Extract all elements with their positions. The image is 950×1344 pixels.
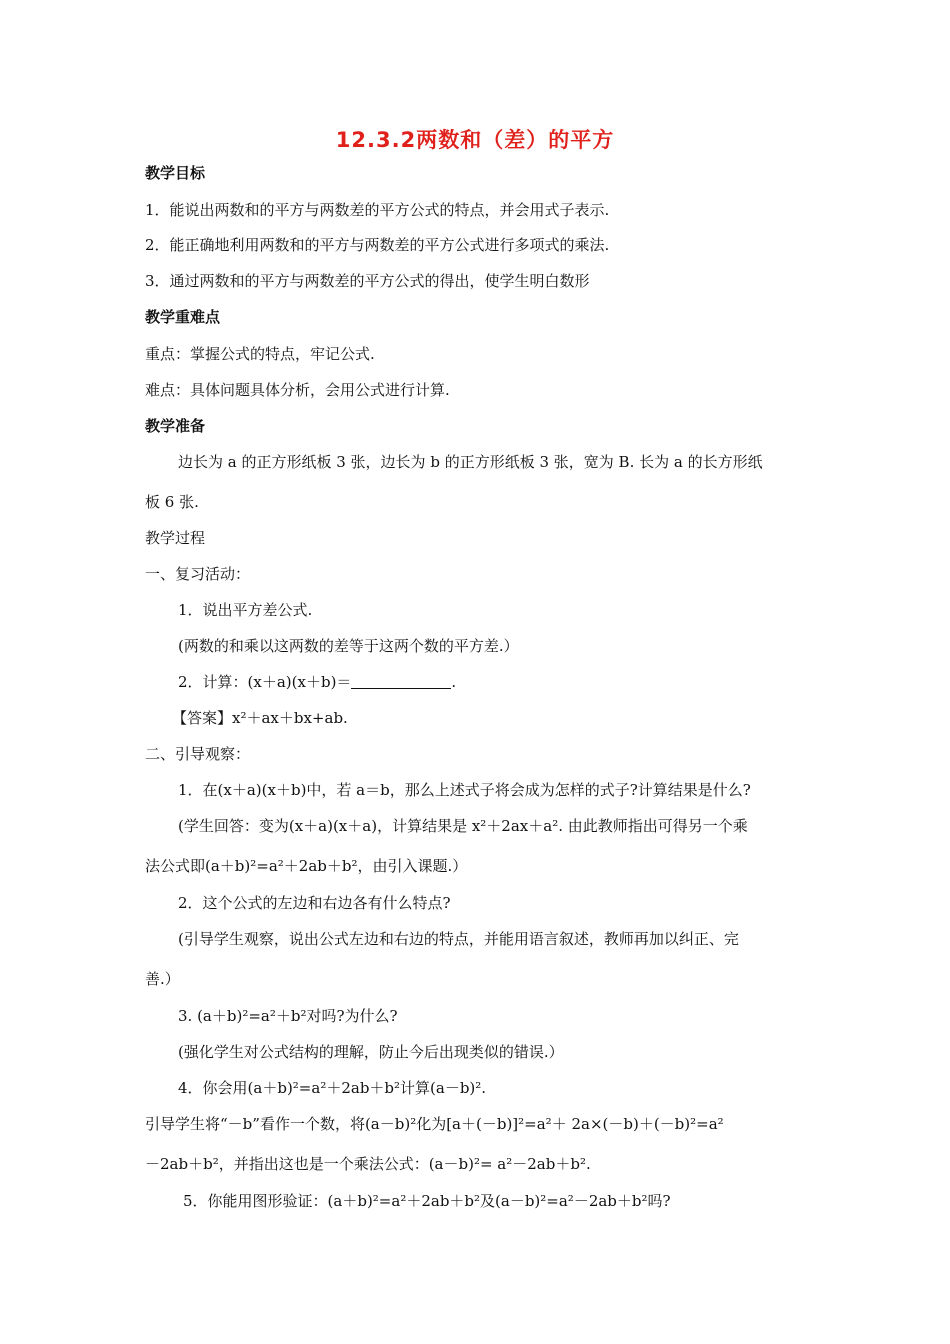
observe-question-1-note-2: 法公式即(a＋b)²=a²＋2ab＋b²，由引入课题.） — [145, 857, 468, 875]
observe-question-3: 3. (a＋b)²=a²＋b²对吗?为什么? — [178, 1007, 398, 1025]
prep-line-1: 边长为 a 的正方形纸板 3 张，边长为 b 的正方形纸板 3 张，宽为 B. 长为 a 的长方形纸 — [178, 453, 763, 471]
goal-item-3: 3．通过两数和的平方与两数差的平方公式的得出，使学生明白数形 — [145, 272, 590, 290]
key-point-difficult: 难点：具体问题具体分析，会用公式进行计算. — [145, 381, 450, 399]
answer-blank — [351, 674, 451, 689]
review-question-2 — [178, 672, 456, 692]
observe-question-4-note-2: －2ab＋b²，并指出这也是一个乘法公式：(a－b)²= a²－2ab＋b². — [145, 1155, 591, 1173]
key-points-heading: 教学重难点 — [145, 308, 221, 326]
observe-question-4: 4．你会用(a＋b)²=a²＋2ab＋b²计算(a－b)². — [178, 1079, 487, 1097]
process-heading: 教学过程 — [145, 529, 206, 547]
observe-question-2-note-1: (引导学生观察，说出公式左边和右边的特点，并能用语言叙述，教师再加以纠正、完 — [178, 930, 739, 948]
section-review-heading: 一、复习活动： — [145, 565, 251, 583]
observe-question-5: 5．你能用图形验证：(a＋b)²=a²＋2ab＋b²及(a－b)²=a²－2ab＋b²吗? — [183, 1192, 671, 1210]
goal-item-1: 1．能说出两数和的平方与两数差的平方公式的特点，并会用式子表示. — [145, 201, 610, 219]
review-question-2-end: . — [451, 673, 457, 691]
goals-heading: 教学目标 — [145, 164, 206, 182]
observe-question-3-note: (强化学生对公式结构的理解，防止今后出现类似的错误.） — [178, 1043, 564, 1061]
section-observe-heading: 二、引导观察： — [145, 745, 251, 763]
observe-question-1: 1．在(x＋a)(x＋b)中，若 a＝b，那么上述式子将会成为怎样的式子?计算结果是什么? — [178, 781, 751, 799]
review-question-2-text: 2．计算：(x＋a)(x＋b)＝ — [178, 673, 352, 691]
observe-question-2: 2．这个公式的左边和右边各有什么特点? — [178, 894, 451, 912]
observe-question-4-note-1: 引导学生将“－b”看作一个数，将(a－b)²化为[a＋(－b)]²=a²＋ 2a×(－b)＋(－b)²=a² — [145, 1115, 724, 1133]
key-point-important: 重点：掌握公式的特点，牢记公式. — [145, 345, 375, 363]
goal-item-2: 2．能正确地利用两数和的平方与两数差的平方公式进行多项式的乘法. — [145, 236, 610, 254]
review-answer: 【答案】x²＋ax＋bx+ab. — [172, 709, 348, 727]
review-question-1: 1．说出平方差公式. — [178, 601, 313, 619]
observe-question-2-note-2: 善.） — [145, 970, 180, 988]
observe-question-1-note-1: (学生回答：变为(x＋a)(x＋a)，计算结果是 x²＋2ax＋a². 由此教师指出可得另一个乘 — [178, 817, 748, 835]
review-question-1-note: (两数的和乘以这两数的差等于这两个数的平方差.） — [178, 637, 519, 655]
prep-line-2: 板 6 张. — [145, 493, 199, 511]
prep-heading: 教学准备 — [145, 417, 206, 435]
page-title: 12.3.2两数和（差）的平方 — [335, 128, 615, 152]
